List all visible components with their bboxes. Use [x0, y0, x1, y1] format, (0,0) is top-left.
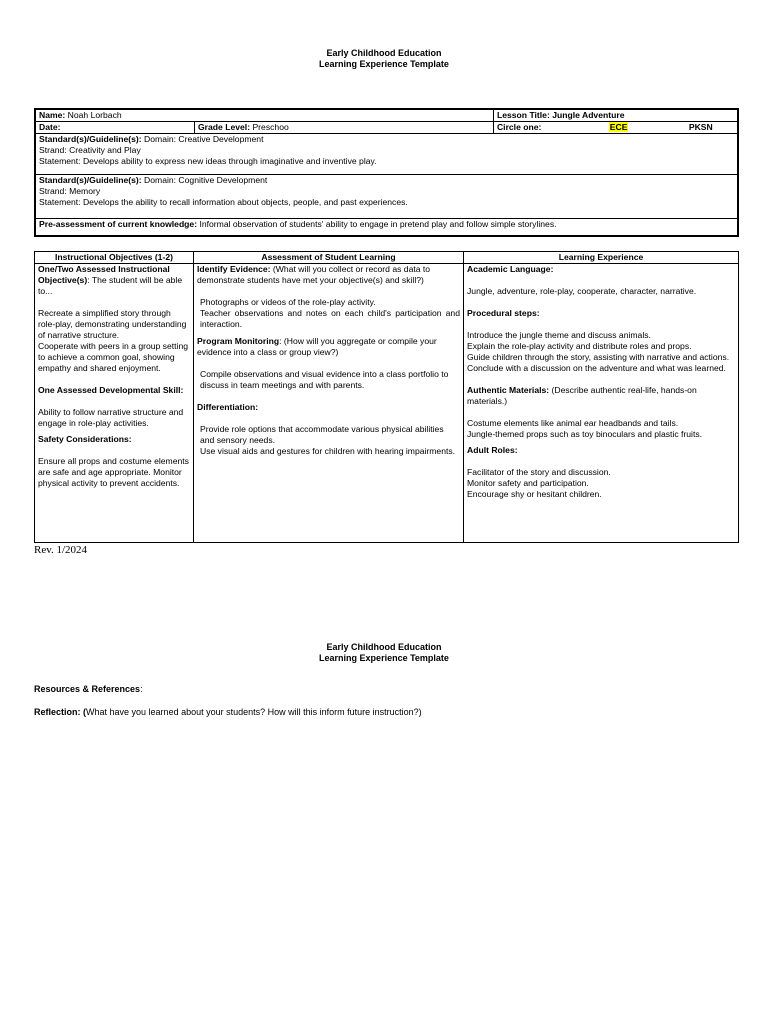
procedural-steps-label: Procedural steps:	[467, 308, 540, 318]
safety-value: Ensure all props and costume elements are safe and age appropriate. Monitor physical activity to prevent accidents.	[38, 456, 189, 488]
reflection-label: Reflection: (	[34, 707, 87, 717]
authentic-materials-label: Authentic Materials:	[467, 385, 550, 395]
adult-role-2: Monitor safety and participation.	[467, 478, 589, 488]
grade-level-label: Grade Level:	[198, 122, 251, 132]
adult-roles-label: Adult Roles:	[467, 445, 518, 455]
standard-2-label: Standard(s)/Guideline(s):	[39, 175, 142, 185]
reflection	[34, 707, 422, 718]
standard-2-domain: Domain: Cognitive Development	[144, 175, 268, 185]
revision-date: Rev. 1/2024	[34, 544, 88, 556]
lesson-title-label: Lesson Title:	[496, 110, 550, 120]
authentic-material-2: Jungle-themed props such as toy binoculars and plastic fruits.	[467, 429, 703, 439]
academic-language-label: Academic Language:	[467, 264, 554, 274]
reflection-prompt: What have you learned about your students? How will this inform future instruction?)	[86, 707, 422, 717]
standard-1-strand: Strand: Creativity and Play	[39, 145, 141, 155]
standard-1-cell	[35, 134, 738, 175]
standard-1-label: Standard(s)/Guideline(s):	[39, 134, 142, 144]
resources-colon: :	[140, 684, 143, 694]
academic-language-value: Jungle, adventure, role-play, cooperate, character, narrative.	[467, 286, 697, 296]
procedural-step-4: Conclude with a discussion on the adventure and what was learned.	[467, 363, 726, 373]
objectives-label: One/Two Assessed Instructional Objective(s)	[38, 264, 170, 285]
page2-header	[0, 642, 768, 664]
procedural-step-1: Introduce the jungle theme and discuss animals.	[467, 330, 651, 340]
standard-2-cell	[35, 175, 738, 219]
procedural-step-3: Guide children through the story, assisting with narrative and actions.	[467, 352, 730, 362]
page1-header-line2: Learning Experience Template	[319, 59, 449, 69]
adult-role-3: Encourage shy or hesitant children.	[467, 489, 602, 499]
name-value: Noah Lorbach	[67, 110, 122, 120]
assessment-column	[194, 264, 464, 543]
page2-header-line2: Learning Experience Template	[319, 653, 449, 663]
program-monitoring-prompt: : (How will you aggregate or compile your evidence into a class or group view?)	[197, 336, 437, 357]
developmental-skill-label: One Assessed Developmental Skill:	[38, 385, 184, 395]
standard-1-statement: Statement: Develops ability to express new ideas through imaginative and inventive play.	[39, 156, 377, 166]
program-monitoring-label: Program Monitoring	[197, 336, 280, 346]
standard-2-statement: Statement: Develops the ability to recall information about objects, people, and past experiences.	[39, 197, 408, 207]
developmental-skill-value: Ability to follow narrative structure and engage in role-play activities.	[38, 407, 184, 428]
circle-one-cell	[493, 122, 738, 134]
circle-one-label: Circle one:	[496, 122, 542, 132]
name-label: Name:	[39, 110, 66, 120]
resources-references	[34, 684, 143, 695]
page1-header	[0, 48, 768, 70]
evidence-prompt: (What will you collect or record as data to demonstrate students have met your objective(s) and skill?)	[197, 264, 431, 285]
adult-role-1: Facilitator of the story and discussion.	[467, 467, 611, 477]
authentic-material-1: Costume elements like animal ear headbands and tails.	[467, 418, 679, 428]
circle-option-ece: ECE	[609, 122, 628, 132]
grade-level-cell	[195, 122, 494, 134]
differentiation-2: Use visual aids and gestures for children with hearing impairments.	[200, 446, 456, 456]
procedural-step-2: Explain the role-play activity and distribute roles and props.	[467, 341, 692, 351]
resources-label: Resources & References	[34, 684, 141, 694]
date-label: Date:	[39, 122, 61, 132]
pre-assessment-value: Informal observation of students' ability to engage in pretend play and follow simple storylines.	[199, 219, 557, 229]
name-cell	[35, 109, 493, 122]
standard-1-domain: Domain: Creative Development	[144, 134, 264, 144]
circle-option-pksn: PKSN	[688, 122, 713, 132]
authentic-materials-prompt: (Describe authentic real-life, hands-on materials.)	[467, 385, 697, 406]
grade-level-value: Preschoo	[252, 122, 289, 132]
evidence-2: Teacher observations and notes on each child's participation and interaction.	[200, 308, 460, 329]
standard-2-strand: Strand: Memory	[39, 186, 101, 196]
objectives-intro: : The student will be able to...	[38, 275, 183, 296]
learning-experience-column	[464, 264, 739, 543]
evidence-label: Identify Evidence:	[197, 264, 271, 274]
info-table	[34, 108, 739, 237]
page2-header-line1: Early Childhood Education	[326, 642, 442, 652]
pre-assessment-cell	[35, 219, 738, 237]
program-monitoring-value: Compile observations and visual evidence into a class portfolio to discuss in team meetings and with parents.	[200, 369, 449, 390]
objective-1: Recreate a simplified story through role-play, demonstrating understanding of narrative structure.	[38, 308, 187, 340]
lesson-title-value: Jungle Adventure	[552, 110, 625, 120]
date-cell	[35, 122, 195, 134]
pre-assessment-label: Pre-assessment of current knowledge:	[39, 219, 198, 229]
lesson-title-cell	[493, 109, 738, 122]
col-header-learning-experience: Learning Experience	[464, 252, 739, 264]
page1-header-line1: Early Childhood Education	[326, 48, 442, 58]
learning-table	[34, 251, 739, 543]
col-header-assessment: Assessment of Student Learning	[194, 252, 464, 264]
objective-2: Cooperate with peers in a group setting to achieve a common goal, showing empathy and shared enjoyment.	[38, 341, 189, 373]
safety-label: Safety Considerations:	[38, 434, 132, 444]
differentiation-label: Differentiation:	[197, 402, 259, 412]
col-header-objectives: Instructional Objectives (1-2)	[35, 252, 194, 264]
differentiation-1: Provide role options that accommodate various physical abilities and sensory needs.	[200, 424, 444, 445]
evidence-1: Photographs or videos of the role-play activity.	[200, 297, 376, 307]
objectives-column	[35, 264, 194, 543]
